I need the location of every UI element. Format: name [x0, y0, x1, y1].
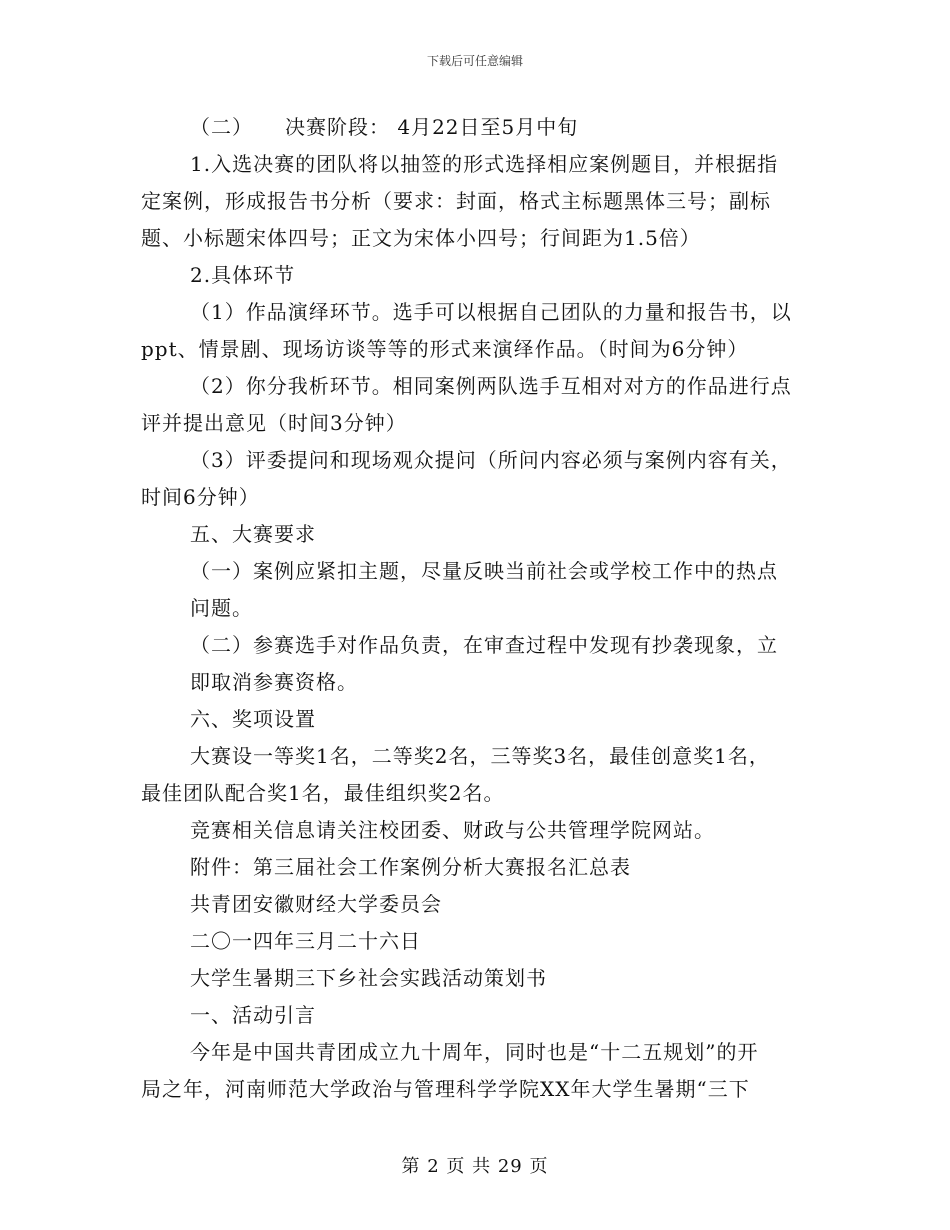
- text-line-19: 最佳团队配合奖1名，最佳组织奖2名。: [141, 781, 505, 805]
- text-line-5: 2.具体环节: [190, 263, 296, 287]
- text-line-3: 定案例，形成报告书分析（要求：封面，格式主标题黑体三号；副标: [141, 189, 771, 213]
- text-line-27: 局之年，河南师范大学政治与管理科学学院XX年大学生暑期“三下: [141, 1077, 750, 1101]
- text-line-10: （3）评委提问和现场观众提问（所问内容必须与案例内容有关，: [190, 448, 792, 472]
- text-line-13: （一）案例应紧扣主题，尽量反映当前社会或学校工作中的热点: [190, 559, 778, 583]
- text-line-6: （1）作品演绎环节。选手可以根据自己团队的力量和报告书，以: [190, 300, 792, 324]
- text-line-15: （二）参赛选手对作品负责，在审查过程中发现有抄袭现象，立: [190, 633, 778, 657]
- text-line-12: 五、大赛要求: [190, 522, 316, 546]
- text-line-20: 竞赛相关信息请关注校团委、财政与公共管理学院网站。: [190, 818, 715, 842]
- text-line-8: （2）你分我析环节。相同案例两队选手互相对对方的作品进行点: [190, 374, 792, 398]
- text-line-26: 今年是中国共青团成立九十周年，同时也是“十二五规划”的开: [190, 1040, 759, 1064]
- page-header: 下载后可任意编辑: [426, 54, 523, 68]
- text-line-9: 评并提出意见（时间3分钟）: [141, 411, 407, 435]
- text-line-1: （二） 决赛阶段： 4月22日至5月中旬: [190, 115, 579, 139]
- text-line-11: 时间6分钟）: [141, 485, 260, 509]
- text-line-22: 共青团安徽财经大学委员会: [190, 892, 442, 916]
- text-line-21: 附件：第三届社会工作案例分析大赛报名汇总表: [190, 855, 631, 879]
- text-line-18: 大赛设一等奖1名，二等奖2名，三等奖3名，最佳创意奖1名，: [190, 744, 770, 768]
- text-line-4: 题、小标题宋体四号；正文为宋体小四号；行间距为1.5倍）: [141, 226, 701, 250]
- page-footer: 第 2 页 共 29 页: [401, 1156, 549, 1177]
- text-line-23: 二〇一四年三月二十六日: [190, 929, 421, 953]
- text-line-24: 大学生暑期三下乡社会实践活动策划书: [190, 966, 547, 990]
- text-line-7: ppt、情景剧、现场访谈等等的形式来演绎作品。（时间为6分钟）: [141, 337, 749, 361]
- text-line-2: 1.入选决赛的团队将以抽签的形式选择相应案例题目，并根据指: [190, 152, 779, 176]
- text-line-14: 问题。: [190, 596, 253, 620]
- text-line-17: 六、奖项设置: [190, 707, 316, 731]
- text-line-25: 一、活动引言: [190, 1003, 316, 1027]
- text-line-16: 即取消参赛资格。: [190, 670, 358, 694]
